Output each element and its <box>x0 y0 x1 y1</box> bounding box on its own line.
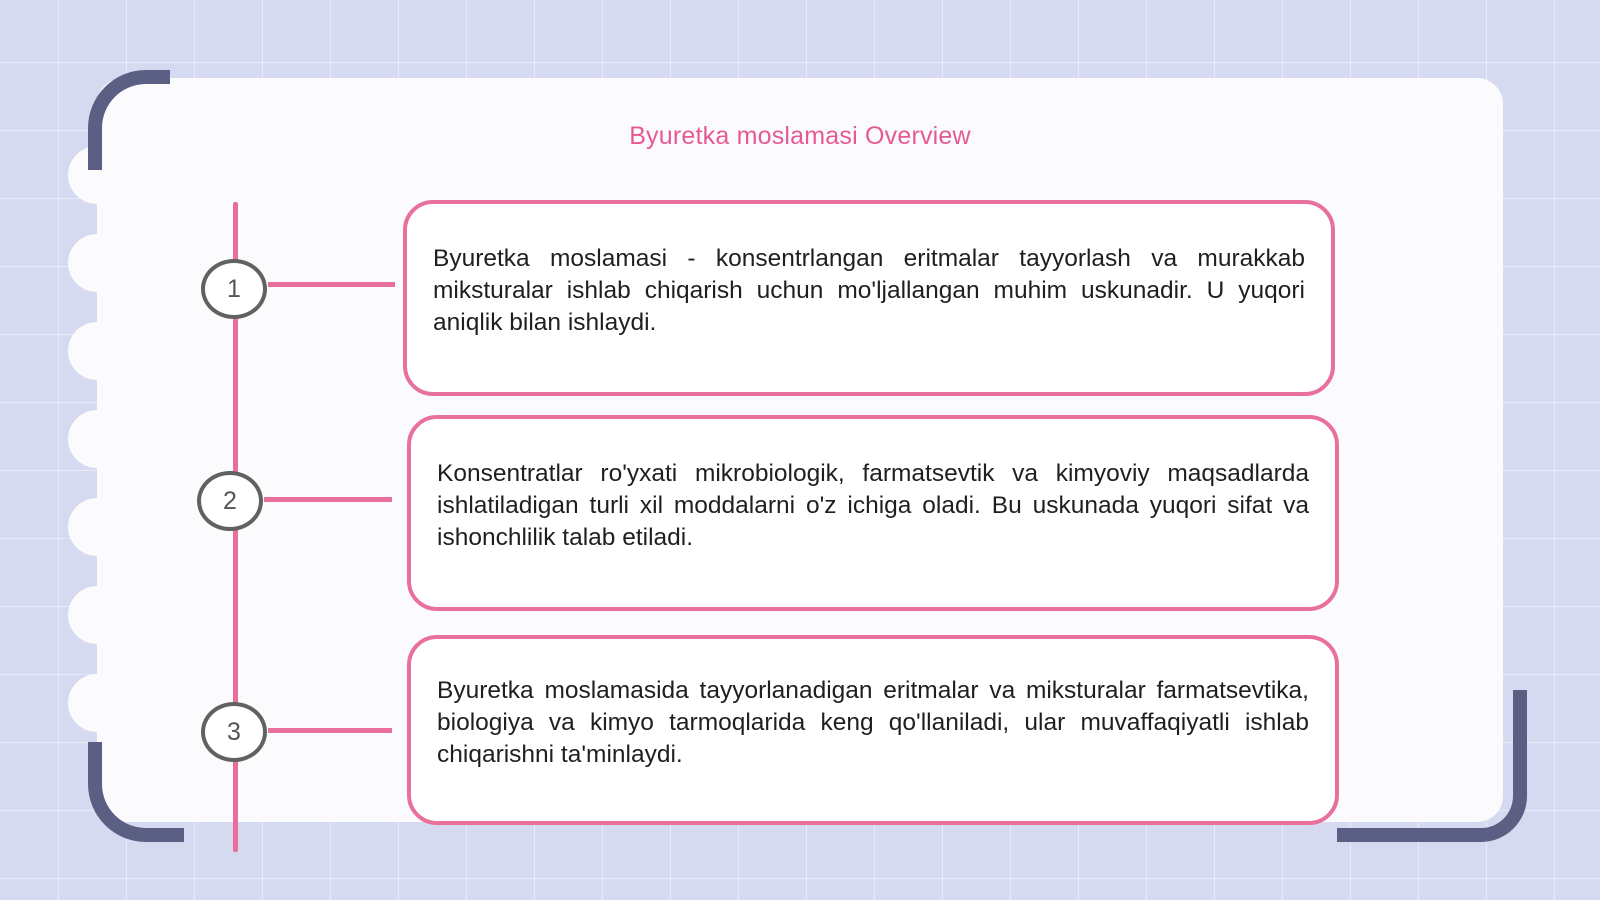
corner-bracket-bottom-right <box>1337 690 1527 842</box>
card-scallop <box>68 674 126 732</box>
content-text: Byuretka moslamasi - konsentrlangan eritmalar tayyorlash va murakkab miksturalar ishlab chiqarish uchun mo'ljallangan muhim uskunadir. U yuqori aniqlik bilan ishlaydi. <box>433 245 1305 336</box>
card-scallop <box>68 586 126 644</box>
content-box <box>407 415 1339 611</box>
card-scallop <box>68 410 126 468</box>
step-number-badge: 1 <box>201 259 267 319</box>
step-number-badge: 3 <box>201 702 267 762</box>
step-number-badge: 2 <box>197 471 263 531</box>
slide-title: Byuretka moslamasi Overview <box>629 122 971 150</box>
card-scallop <box>68 322 126 380</box>
content-box <box>407 635 1339 825</box>
timeline-connector <box>268 728 392 733</box>
timeline-connector <box>268 282 395 287</box>
card-scallop <box>68 498 126 556</box>
card-scallop <box>68 234 126 292</box>
timeline-connector <box>264 497 392 502</box>
corner-bracket-bottom-left <box>88 742 184 842</box>
content-text: Konsentratlar ro'yxati mikrobiologik, farmatsevtik va kimyoviy maqsadlarda ishlatiladigan turli xil moddalarni o'z ichiga oladi. Bu uskunada yuqori sifat va ishonchlilik talab etiladi. <box>437 460 1309 551</box>
corner-bracket-top-left <box>88 70 170 170</box>
content-box <box>403 200 1335 396</box>
content-text: Byuretka moslamasida tayyorlanadigan eritmalar va miksturalar farmatsevtika, biologiya va kimyo tarmoqlarida keng qo'llaniladi, ular muvaffaqiyatli ishlab chiqarishni ta'minlaydi. <box>437 677 1309 768</box>
